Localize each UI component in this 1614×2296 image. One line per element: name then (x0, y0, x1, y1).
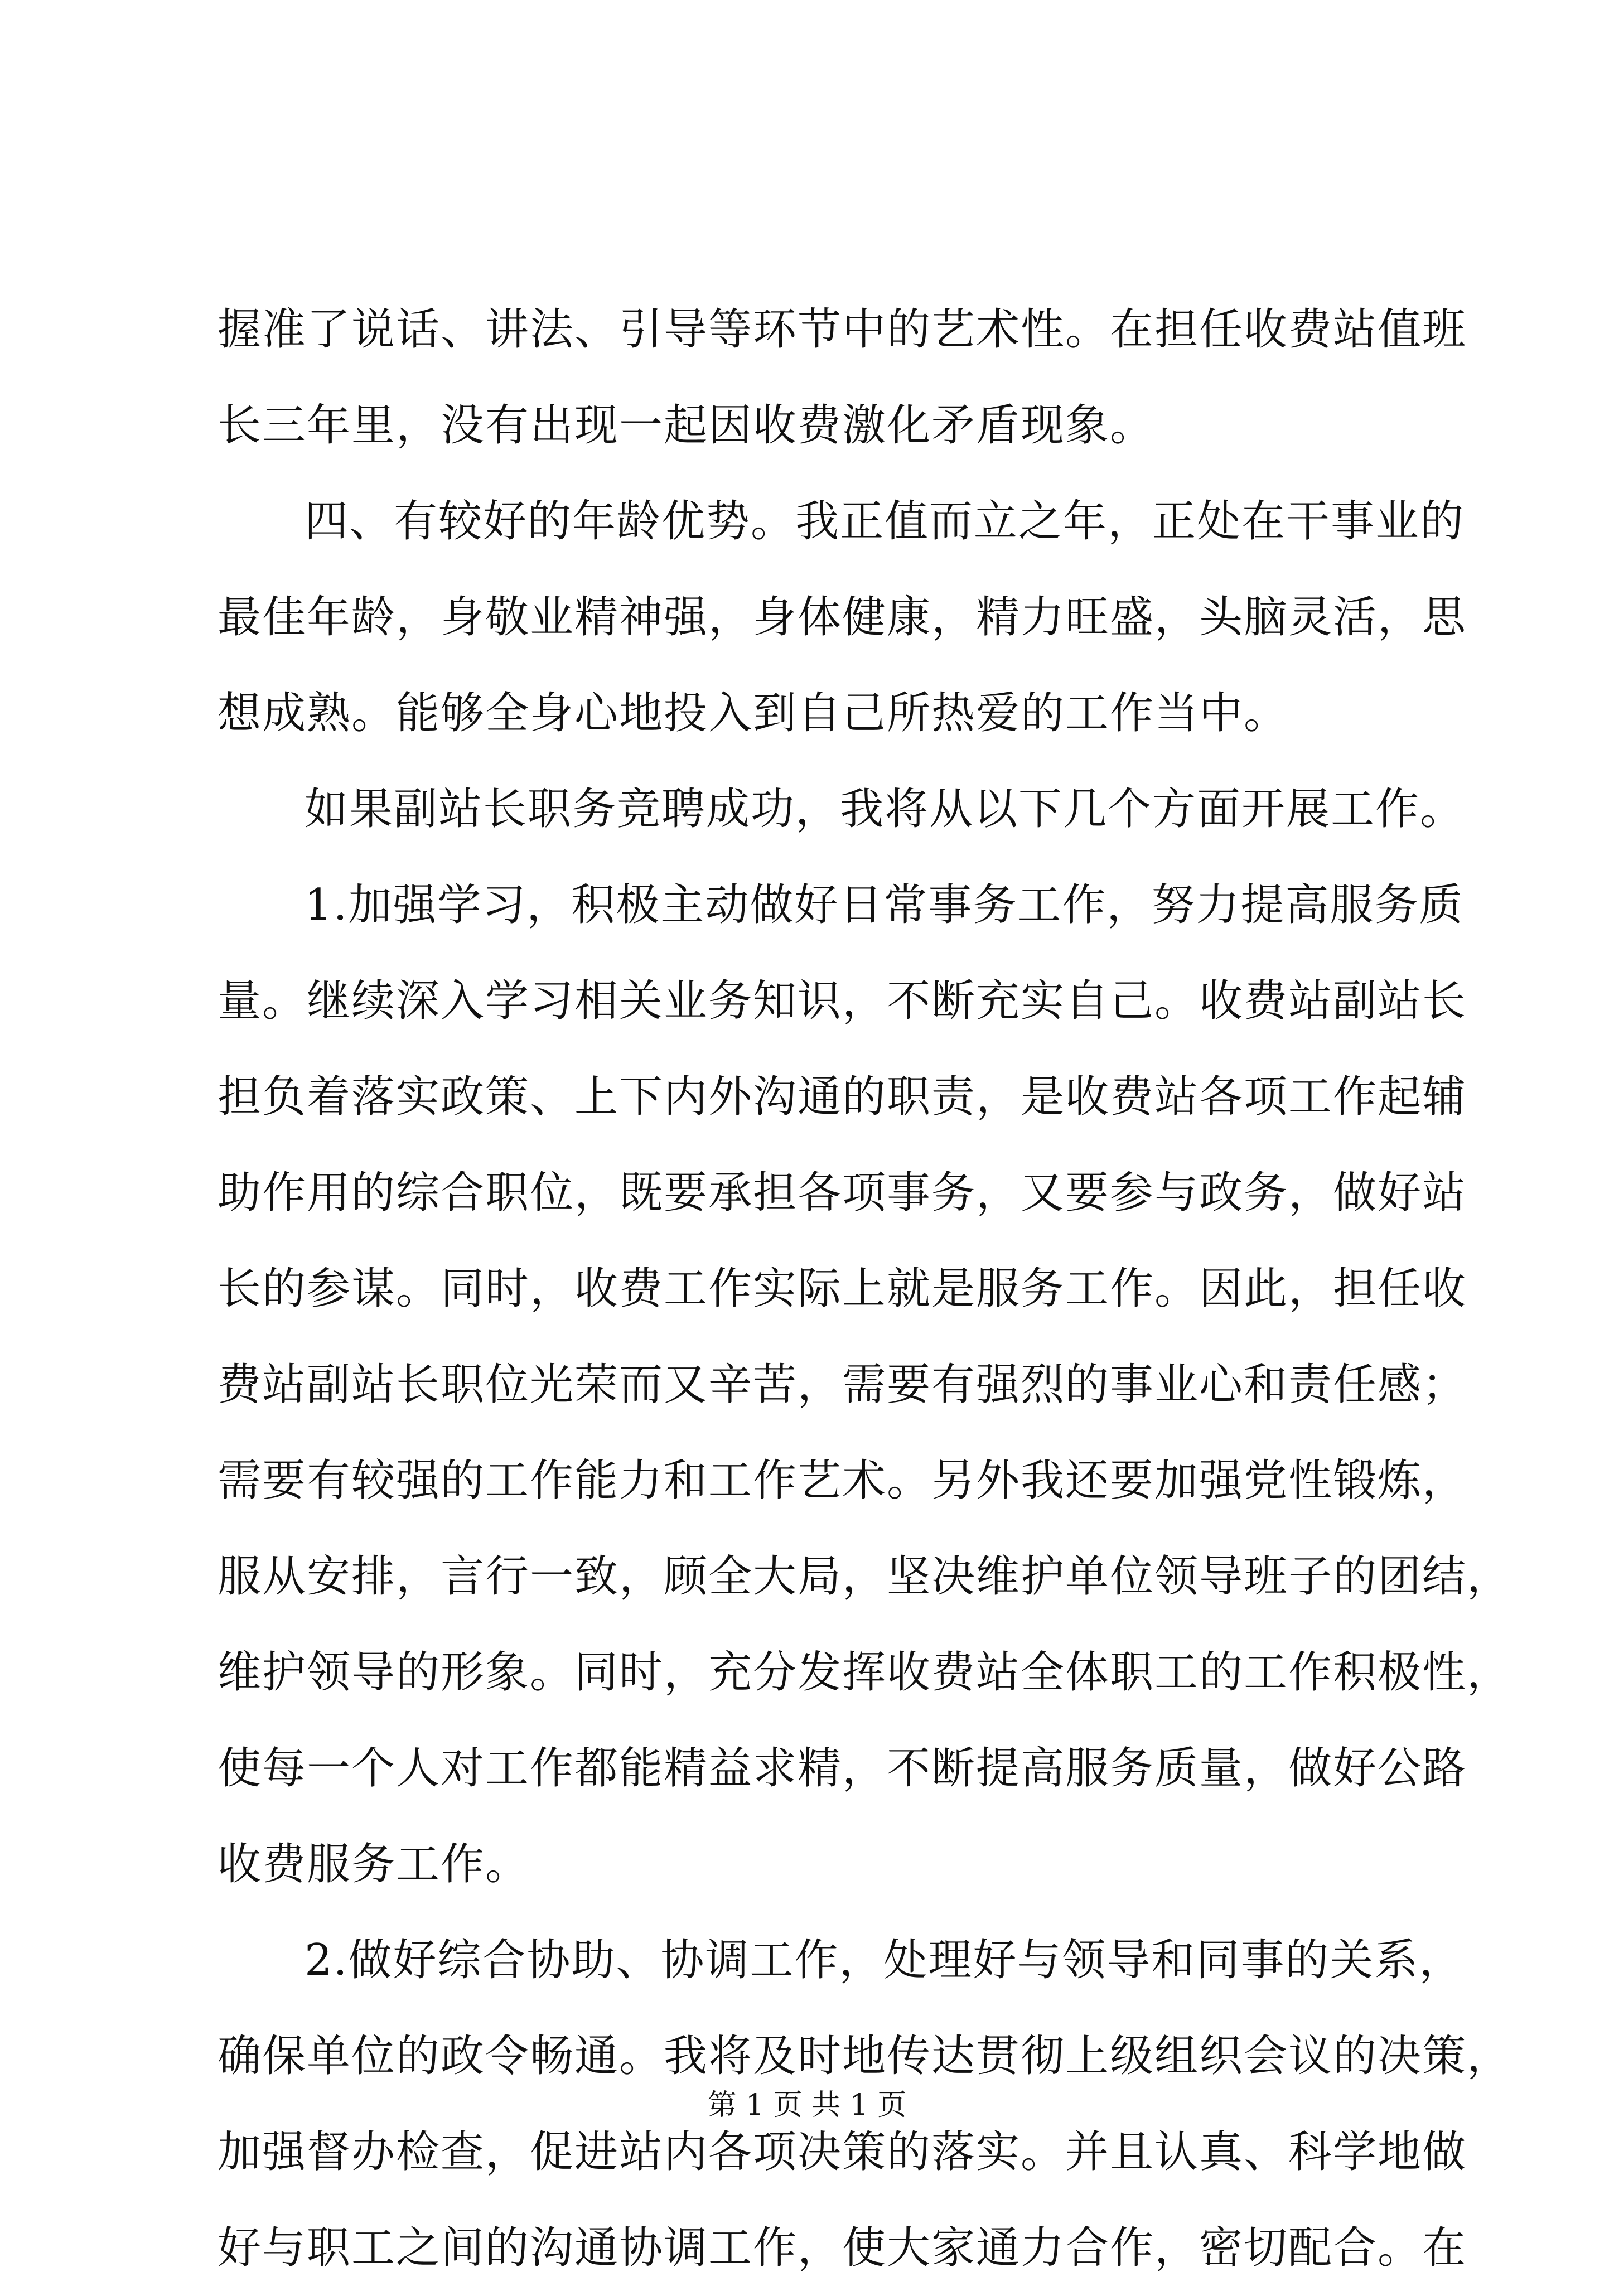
text-line: 助作用的综合职位，既要承担各项事务，又要参与政务，做好站 (218, 1168, 1467, 1218)
text-line: 最佳年龄，身敬业精神强，身体健康，精力旺盛，头脑灵活，思 (218, 592, 1467, 642)
text-line: 使每一个人对工作都能精益求精，不断提高服务质量，做好公路 (218, 1743, 1467, 1794)
text-line: 长的参谋。同时，收费工作实际上就是服务工作。因此，担任收 (218, 1264, 1467, 1314)
document-body (218, 282, 1512, 2296)
paragraph-start-line: 四、有较好的年龄优势。我正值而立之年，正处在干事业的 (305, 496, 1465, 547)
paragraph-start-line: 1.加强学习，积极主动做好日常事务工作，努力提高服务质 (305, 880, 1464, 930)
text-line: 长三年里，没有出现一起因收费激化矛盾现象。 (218, 400, 1155, 451)
text-line: 量。继续深入学习相关业务知识，不断充实自己。收费站副站长 (218, 976, 1467, 1026)
text-line: 加强督办检查，促进站内各项决策的落实。并且认真、科学地做 (218, 2127, 1467, 2177)
text-line: 想成熟。能够全身心地投入到自己所热爱的工作当中。 (218, 688, 1289, 738)
text-line: 好与职工之间的沟通协调工作，使大家通力合作，密切配合。在 (218, 2223, 1467, 2273)
text-line: 确保单位的政令畅通。我将及时地传达贯彻上级组织会议的决策， (218, 2031, 1512, 2081)
text-line: 费站副站长职位光荣而又辛苦，需要有强烈的事业心和责任感； (218, 1360, 1467, 1410)
text-line: 维护领导的形象。同时，充分发挥收费站全体职工的工作积极性， (218, 1647, 1512, 1698)
text-line: 需要有较强的工作能力和工作艺术。另外我还要加强党性锻炼， (218, 1456, 1467, 1506)
text-line: 收费服务工作。 (218, 1839, 530, 1889)
text-line: 握准了说话、讲法、引导等环节中的艺术性。在担任收费站值班 (218, 304, 1467, 355)
page-number-footer: 第 1 页 共 1 页 (707, 2089, 907, 2122)
text-line: 担负着落实政策、上下内外沟通的职责，是收费站各项工作起辅 (218, 1072, 1467, 1122)
text-line: 服从安排，言行一致，顾全大局，坚决维护单位领导班子的团结， (218, 1551, 1512, 1602)
paragraph-start-line: 如果副站长职务竞聘成功，我将从以下几个方面开展工作。 (305, 784, 1465, 834)
paragraph-start-line: 2.做好综合协助、协调工作，处理好与领导和同事的关系， (305, 1935, 1464, 1985)
